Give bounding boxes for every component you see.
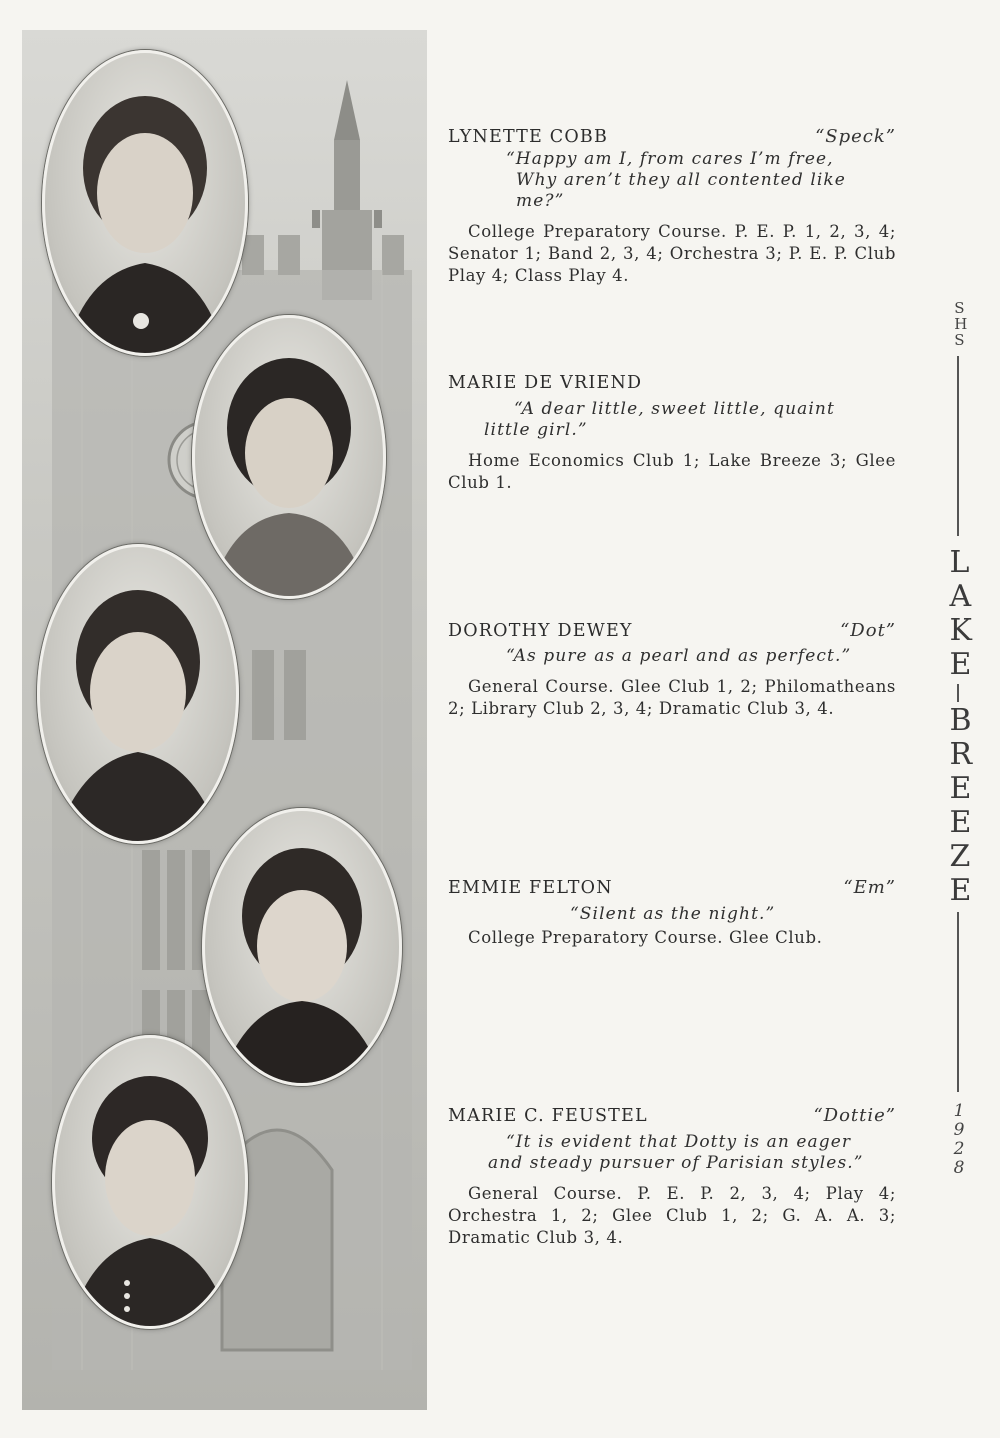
student-quote — [570, 904, 896, 925]
portrait-marie-c-feustel — [52, 1035, 248, 1329]
student-nickname: “Dottie” — [813, 1105, 896, 1126]
student-name: MARIE C. FEUSTEL — [448, 1106, 648, 1126]
entry-emmie-felton — [448, 877, 896, 949]
student-quote — [484, 399, 896, 441]
vertical-rule — [957, 356, 959, 536]
entry-lynette-cobb — [448, 126, 896, 287]
portrait-figure-icon — [40, 547, 236, 841]
quote-line: “Silent as the night.” — [570, 904, 776, 924]
portrait-dorothy-dewey — [37, 544, 239, 844]
student-nickname: “Speck” — [815, 126, 896, 147]
emblem-year — [942, 1102, 976, 1178]
entry-marie-de-vriend — [448, 373, 896, 494]
name-row — [448, 877, 896, 898]
emblem-text: SHS — [954, 299, 968, 349]
school-initials — [942, 300, 976, 348]
student-activities: College Preparatory Course. P. E. P. 1, 2, 3, 4; Senator 1; Band 2, 3, 4; Orchestra 3; P. E. P. Club Play 4; Class Play 4. — [448, 222, 896, 285]
student-activities: College Preparatory Course. Glee Club. — [468, 928, 823, 947]
student-activities: General Course. Glee Club 1, 2; Philomatheans 2; Library Club 2, 3, 4; Dramatic Club 3, 4. — [448, 677, 896, 718]
name-row — [448, 620, 896, 641]
quote-line: little girl.” — [484, 420, 588, 440]
student-quote — [506, 149, 896, 212]
student-quote — [488, 1132, 896, 1174]
photo-column — [22, 30, 427, 1410]
entry-marie-c-feustel — [448, 1105, 896, 1249]
student-name: LYNETTE COBB — [448, 127, 609, 147]
portrait-figure-icon — [45, 53, 245, 353]
student-nickname: “Dot” — [840, 620, 896, 641]
side-emblem-lake-breeze — [942, 300, 976, 1200]
vertical-rule — [957, 684, 959, 702]
student-quote — [506, 646, 896, 667]
quote-line: Why aren’t they all contented like me?” — [516, 170, 846, 211]
entry-dorothy-dewey — [448, 620, 896, 720]
student-nickname: “Em” — [843, 877, 896, 898]
quote-line: “Happy am I, from cares I’m free, — [506, 149, 834, 169]
quote-line: “As pure as a pearl and as perfect.” — [506, 646, 852, 666]
name-row — [448, 1105, 896, 1126]
portrait-figure-icon — [55, 1038, 245, 1326]
quote-line: “It is evident that Dotty is an eager — [506, 1132, 852, 1152]
portrait-lynette-cobb — [42, 50, 248, 356]
emblem-text: BREEZE — [949, 703, 973, 908]
student-name: EMMIE FELTON — [448, 878, 613, 898]
name-row — [448, 373, 896, 393]
student-activities: General Course. P. E. P. 2, 3, 4; Play 4; Orchestra 1, 2; Glee Club 1, 2; G. A. A. 3; Dramatic Club 3, 4. — [448, 1184, 896, 1247]
emblem-word-lake — [942, 546, 976, 682]
student-name: MARIE DE VRIEND — [448, 373, 643, 393]
name-row — [448, 126, 896, 147]
student-name: DOROTHY DEWEY — [448, 621, 633, 641]
emblem-text: LAKE — [949, 545, 972, 682]
quote-line: and steady pursuer of Parisian styles.” — [488, 1153, 864, 1173]
emblem-text: 1928 — [953, 1101, 965, 1178]
quote-line: “A dear little, sweet little, quaint — [514, 399, 835, 419]
student-activities: Home Economics Club 1; Lake Breeze 3; Glee Club 1. — [448, 451, 896, 492]
emblem-word-breeze — [942, 704, 976, 908]
vertical-rule — [957, 912, 959, 1092]
